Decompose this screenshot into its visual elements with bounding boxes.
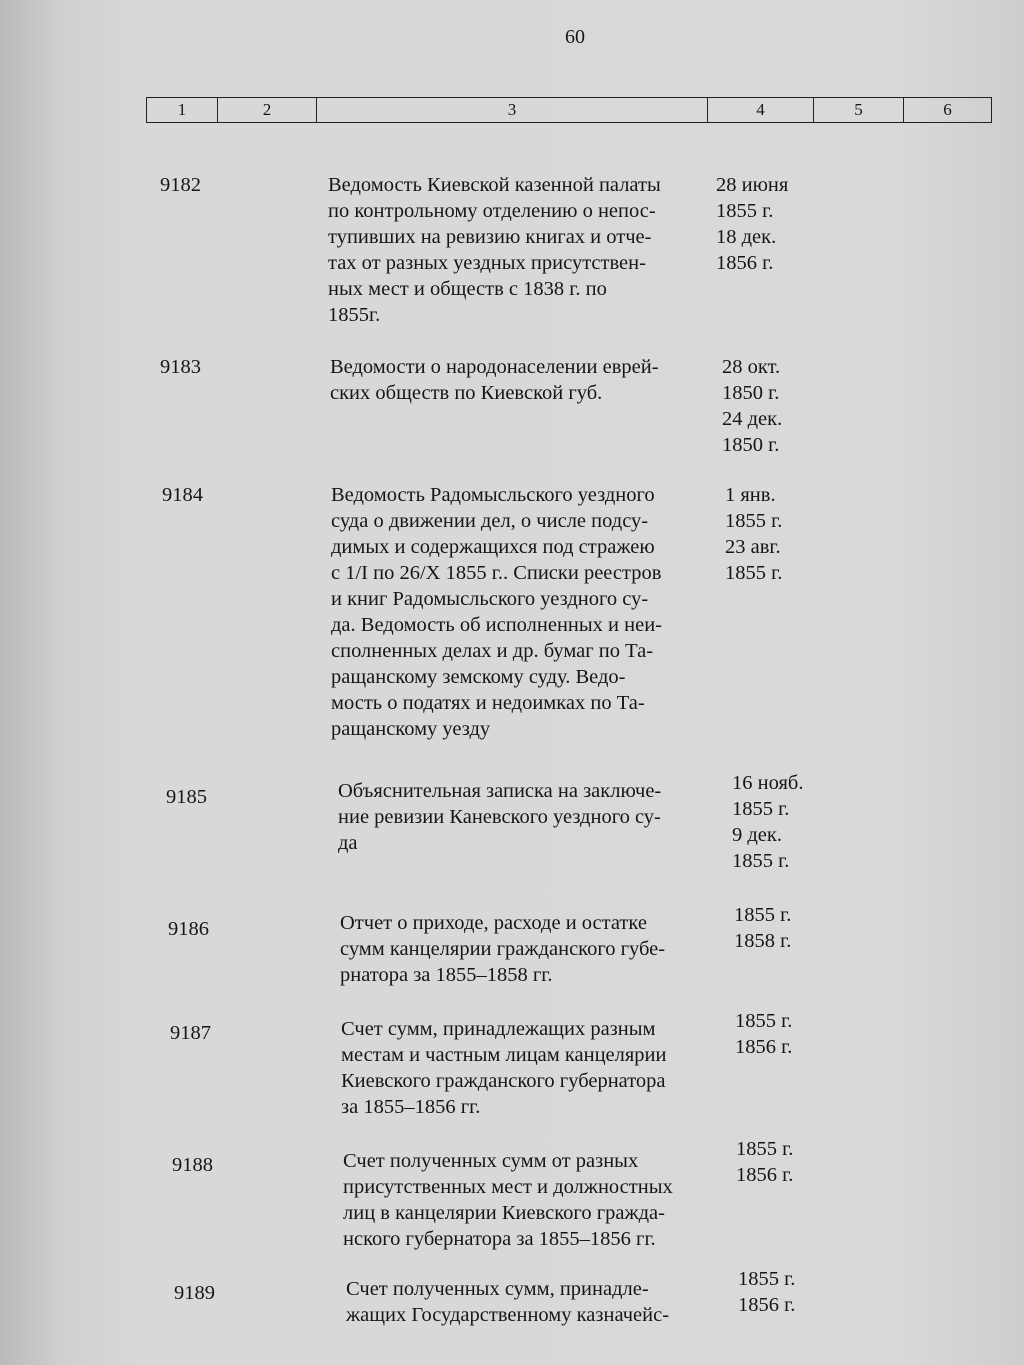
description-line: тупивших на ревизию книгах и отче- [328, 226, 652, 248]
description-line: местам и частным лицам канцелярии [341, 1044, 667, 1066]
description-line: димых и содержащихся под стражею [331, 536, 655, 558]
date-line: 1850 г. [722, 382, 780, 404]
date-line: 1855 г. [734, 904, 792, 926]
description-line: Счет сумм, принадлежащих разным [341, 1018, 656, 1040]
column-header-6: 6 [943, 100, 952, 119]
entry-description [346, 1276, 669, 1328]
entry-description [341, 1016, 667, 1120]
description-line: ращанскому земскому суду. Ведо- [331, 666, 626, 688]
column-header-table [146, 97, 992, 123]
entry-number: 9188 [172, 1154, 213, 1176]
description-line: присутственных мест и должностных [343, 1176, 673, 1198]
description-line: лиц в канцелярии Киевского гражда- [343, 1202, 665, 1224]
date-line: 16 нояб. [732, 772, 804, 794]
date-line: 1856 г. [738, 1294, 796, 1316]
date-line: 1855 г. [716, 200, 774, 222]
entry-description [338, 778, 661, 856]
entry-number: 9185 [166, 786, 207, 808]
entry-number: 9186 [168, 918, 209, 940]
entry-dates [725, 482, 782, 586]
description-line: сумм канцелярии гражданского губе- [340, 938, 666, 960]
description-line: Счет полученных сумм от разных [343, 1150, 639, 1172]
entry-description [340, 910, 665, 988]
description-line: Ведомость Радомысльского уездного [331, 484, 655, 506]
description-line: 1855г. [328, 304, 381, 326]
date-line: 28 окт. [722, 356, 781, 378]
description-line: Ведомости о народонаселении еврей- [330, 356, 659, 378]
entry-dates [732, 770, 803, 874]
entry-number: 9187 [170, 1022, 211, 1044]
description-line: тах от разных уездных присутствен- [328, 252, 646, 274]
column-header-5: 5 [814, 98, 904, 122]
description-line: ских обществ по Киевской губ. [330, 382, 603, 404]
date-line: 1856 г. [735, 1036, 793, 1058]
entry-number: 9184 [162, 484, 203, 506]
description-line: да. Ведомость об исполненных и неи- [331, 614, 663, 636]
column-header-4: 4 [708, 98, 814, 122]
entry-number: 9189 [174, 1282, 215, 1304]
description-line: ных мест и обществ с 1838 г. по [328, 278, 607, 300]
date-line: 1855 г. [725, 562, 783, 584]
description-line: Киевского гражданского губернатора [341, 1070, 666, 1092]
date-line: 1855 г. [725, 510, 783, 532]
date-line: 1855 г. [732, 850, 790, 872]
entry-description [330, 354, 659, 406]
date-line: 18 дек. [716, 226, 777, 248]
description-line: с 1/I по 26/X 1855 г.. Списки реестров [331, 562, 662, 584]
description-line: да [338, 832, 358, 854]
date-line: 23 авг. [725, 536, 781, 558]
date-line: 1855 г. [736, 1138, 794, 1160]
date-line: 1855 г. [732, 798, 790, 820]
date-line: 1855 г. [735, 1010, 793, 1032]
date-line: 9 дек. [732, 824, 782, 846]
entry-number: 9183 [160, 356, 201, 378]
date-line: 1858 г. [734, 930, 792, 952]
entry-dates [738, 1266, 795, 1318]
entry-description [331, 482, 662, 742]
date-line: 28 июня [716, 174, 789, 196]
description-line: Объяснительная записка на заключе- [338, 780, 662, 802]
page-number: 60 [565, 26, 585, 48]
description-line: ние ревизии Каневского уездного су- [338, 806, 661, 828]
entry-description [343, 1148, 673, 1252]
date-line: 1856 г. [736, 1164, 794, 1186]
description-line: и книг Радомысльского уездного су- [331, 588, 649, 610]
description-line: Счет полученных сумм, принадле- [346, 1278, 649, 1300]
entry-description [328, 172, 661, 328]
entry-dates [716, 172, 788, 276]
description-line: за 1855–1856 гг. [341, 1096, 481, 1118]
description-line: по контрольному отделению о непос- [328, 200, 656, 222]
description-line: мость о податях и недоимках по Та- [331, 692, 645, 714]
date-line: 1856 г. [716, 252, 774, 274]
description-line: сполненных делах и др. бумаг по Та- [331, 640, 654, 662]
description-line: рнатора за 1855–1858 гг. [340, 964, 553, 986]
entry-number: 9182 [160, 174, 201, 196]
date-line: 1855 г. [738, 1268, 796, 1290]
description-line: жащих Государственному казначейс- [346, 1304, 670, 1326]
date-line: 24 дек. [722, 408, 783, 430]
entry-dates [735, 1008, 792, 1060]
description-line: нского губернатора за 1855–1856 гг. [343, 1228, 656, 1250]
description-line: ращанскому уезду [331, 718, 491, 740]
description-line: Отчет о приходе, расходе и остатке [340, 912, 647, 934]
date-line: 1 янв. [725, 484, 776, 506]
date-line: 1850 г. [722, 434, 780, 456]
column-header-2: 2 [218, 98, 317, 122]
column-header-1: 1 [147, 98, 218, 122]
entry-dates [722, 354, 782, 458]
description-line: Ведомость Киевской казенной палаты [328, 174, 661, 196]
entry-dates [734, 902, 791, 954]
entry-dates [736, 1136, 793, 1188]
description-line: суда о движении дел, о числе подсу- [331, 510, 649, 532]
column-header-3: 3 [317, 98, 708, 122]
